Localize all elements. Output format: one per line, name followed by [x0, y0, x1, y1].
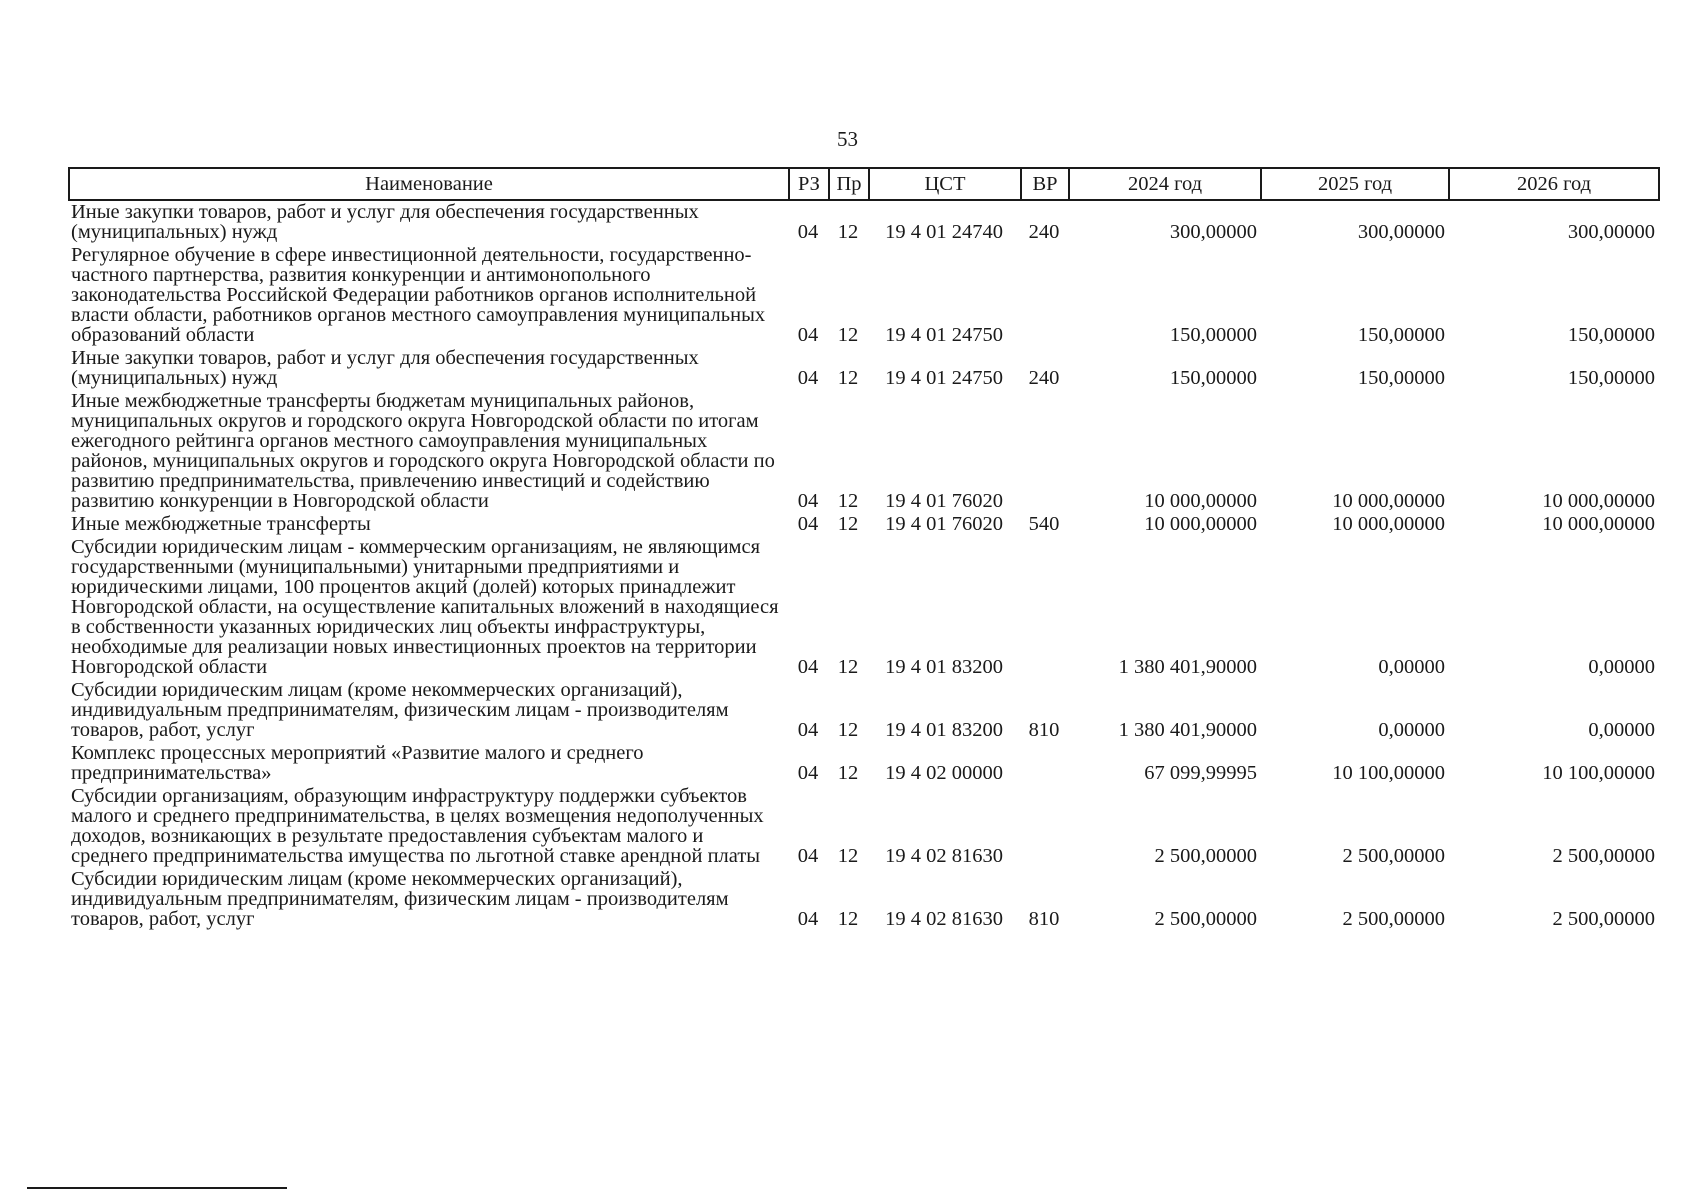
row-2026: 10 000,00000 — [1542, 490, 1655, 512]
row-pr: 12 — [837, 490, 859, 512]
row-2024: 10 000,00000 — [1144, 490, 1257, 512]
row-2024: 2 500,00000 — [1154, 845, 1257, 867]
row-rz: 04 — [797, 908, 819, 930]
row-name: Иные закупки товаров, работ и услуг для обеспечения государственных (муниципальных) нужд — [71, 347, 699, 389]
header-2025: 2025 год — [1261, 168, 1449, 200]
row-pr: 12 — [837, 367, 859, 389]
header-2026: 2026 год — [1449, 168, 1659, 200]
row-2025: 10 100,00000 — [1332, 762, 1445, 784]
row-2024: 150,00000 — [1169, 324, 1257, 346]
row-rz: 04 — [797, 490, 819, 512]
row-rz: 04 — [797, 513, 819, 535]
row-2025: 150,00000 — [1357, 367, 1445, 389]
row-vr — [1021, 536, 1069, 679]
row-2026: 10 100,00000 — [1542, 762, 1655, 784]
row-cst: 19 4 01 24740 — [885, 221, 1003, 243]
row-cst: 19 4 01 83200 — [885, 656, 1003, 678]
row-name: Субсидии юридическим лицам (кроме некоммерческих организаций), индивидуальным предпринимателям, физическим лицам - производителям товаров, работ, услуг — [71, 679, 729, 741]
budget-table — [68, 167, 1660, 931]
row-name: Субсидии организациям, образующим инфраструктуру поддержки субъектов малого и среднего предпринимательства, в целях возмещения недополученных доходов, возникающих в результате предоставления субъектам малого и среднего предпринимательства имущества по льготной ставке арендной платы — [71, 785, 764, 867]
row-cst: 19 4 01 76020 — [885, 513, 1003, 535]
row-2025: 2 500,00000 — [1342, 845, 1445, 867]
row-2026: 0,00000 — [1588, 656, 1655, 678]
table-row — [69, 742, 1659, 785]
header-name: Наименование — [69, 168, 789, 200]
row-rz: 04 — [797, 656, 819, 678]
row-2025: 150,00000 — [1357, 324, 1445, 346]
row-vr: 240 — [1028, 221, 1060, 243]
row-vr — [1021, 390, 1069, 513]
page-number: 53 — [837, 127, 858, 151]
row-pr: 12 — [837, 908, 859, 930]
row-name: Субсидии юридическим лицам (кроме некоммерческих организаций), индивидуальным предпринимателям, физическим лицам - производителям товаров, работ, услуг — [71, 868, 729, 930]
table-row — [69, 244, 1659, 347]
row-pr: 12 — [837, 845, 859, 867]
table-row — [69, 390, 1659, 513]
row-cst: 19 4 02 81630 — [885, 908, 1003, 930]
row-vr — [1021, 244, 1069, 347]
row-cst: 19 4 01 83200 — [885, 719, 1003, 741]
row-2024: 1 380 401,90000 — [1118, 656, 1257, 678]
row-rz: 04 — [797, 845, 819, 867]
row-rz: 04 — [797, 762, 819, 784]
table-header-row — [69, 168, 1659, 200]
row-name: Комплекс процессных мероприятий «Развитие малого и среднего предпринимательства» — [71, 742, 644, 784]
row-2026: 0,00000 — [1588, 719, 1655, 741]
row-2026: 150,00000 — [1567, 324, 1655, 346]
table-row — [69, 785, 1659, 868]
row-2025: 10 000,00000 — [1332, 513, 1445, 535]
row-pr: 12 — [837, 513, 859, 535]
row-2026: 300,00000 — [1567, 221, 1655, 243]
row-2024: 10 000,00000 — [1144, 513, 1257, 535]
row-2025: 10 000,00000 — [1332, 490, 1445, 512]
table-row — [69, 536, 1659, 679]
row-vr: 540 — [1028, 513, 1060, 535]
row-vr: 810 — [1028, 719, 1060, 741]
row-2025: 300,00000 — [1357, 221, 1445, 243]
header-pr: Пр — [829, 168, 869, 200]
header-vr: ВР — [1021, 168, 1069, 200]
table-row — [69, 868, 1659, 931]
row-pr: 12 — [837, 324, 859, 346]
row-pr: 12 — [837, 221, 859, 243]
row-pr: 12 — [837, 656, 859, 678]
row-rz: 04 — [797, 719, 819, 741]
row-2025: 0,00000 — [1378, 719, 1445, 741]
row-vr — [1021, 742, 1069, 785]
row-2024: 1 380 401,90000 — [1118, 719, 1257, 741]
table-row — [69, 200, 1659, 244]
row-2026: 2 500,00000 — [1552, 908, 1655, 930]
row-pr: 12 — [837, 762, 859, 784]
header-cst: ЦСТ — [869, 168, 1021, 200]
row-2026: 2 500,00000 — [1552, 845, 1655, 867]
row-2024: 67 099,99995 — [1144, 762, 1257, 784]
row-cst: 19 4 02 81630 — [885, 845, 1003, 867]
row-2025: 2 500,00000 — [1342, 908, 1445, 930]
row-name: Регулярное обучение в сфере инвестиционной деятельности, государственно-частного партнерства, развития конкуренции и антимонопольного законодательства Российской Федерации работников органов исполнительной власти области, работников органов местного самоуправления муниципальных образований области — [71, 244, 766, 346]
row-name: Иные межбюджетные трансферты — [71, 513, 371, 535]
row-name: Субсидии юридическим лицам - коммерческим организациям, не являющимся государственными (муниципальными) унитарными предприятиями и юридическими лицами, 100 процентов акций (долей) которых принадлежит Новгородской области, на осуществление капитальных вложений в находящиеся в собственности указанных юридических лиц объекты инфраструктуры, необходимые для реализации новых инвестиционных проектов на территории Новгородской области — [71, 536, 779, 678]
header-2024: 2024 год — [1069, 168, 1261, 200]
row-pr: 12 — [837, 719, 859, 741]
row-rz: 04 — [797, 367, 819, 389]
row-name: Иные закупки товаров, работ и услуг для обеспечения государственных (муниципальных) нужд — [71, 201, 699, 243]
row-rz: 04 — [797, 324, 819, 346]
row-vr — [1021, 785, 1069, 868]
row-2024: 150,00000 — [1169, 367, 1257, 389]
row-2026: 150,00000 — [1567, 367, 1655, 389]
row-2024: 2 500,00000 — [1154, 908, 1257, 930]
row-rz: 04 — [797, 221, 819, 243]
table-row — [69, 347, 1659, 390]
row-2025: 0,00000 — [1378, 656, 1445, 678]
header-rz: РЗ — [789, 168, 829, 200]
row-cst: 19 4 01 24750 — [885, 367, 1003, 389]
row-2024: 300,00000 — [1169, 221, 1257, 243]
row-name: Иные межбюджетные трансферты бюджетам муниципальных районов, муниципальных округов и городского округа Новгородской области по итогам ежегодного рейтинга органов местного самоуправления муниципальных районов, муниципальных округов и городского округа Новгородской области по развитию предпринимательства, привлечению инвестиций и содействию развитию конкуренции в Новгородской области — [71, 390, 775, 512]
row-cst: 19 4 01 24750 — [885, 324, 1003, 346]
table-row — [69, 513, 1659, 536]
row-vr: 240 — [1028, 367, 1060, 389]
row-cst: 19 4 02 00000 — [885, 762, 1003, 784]
row-2026: 10 000,00000 — [1542, 513, 1655, 535]
footnote-separator-line — [27, 1187, 287, 1189]
row-cst: 19 4 01 76020 — [885, 490, 1003, 512]
table-row — [69, 679, 1659, 742]
row-vr: 810 — [1028, 908, 1060, 930]
